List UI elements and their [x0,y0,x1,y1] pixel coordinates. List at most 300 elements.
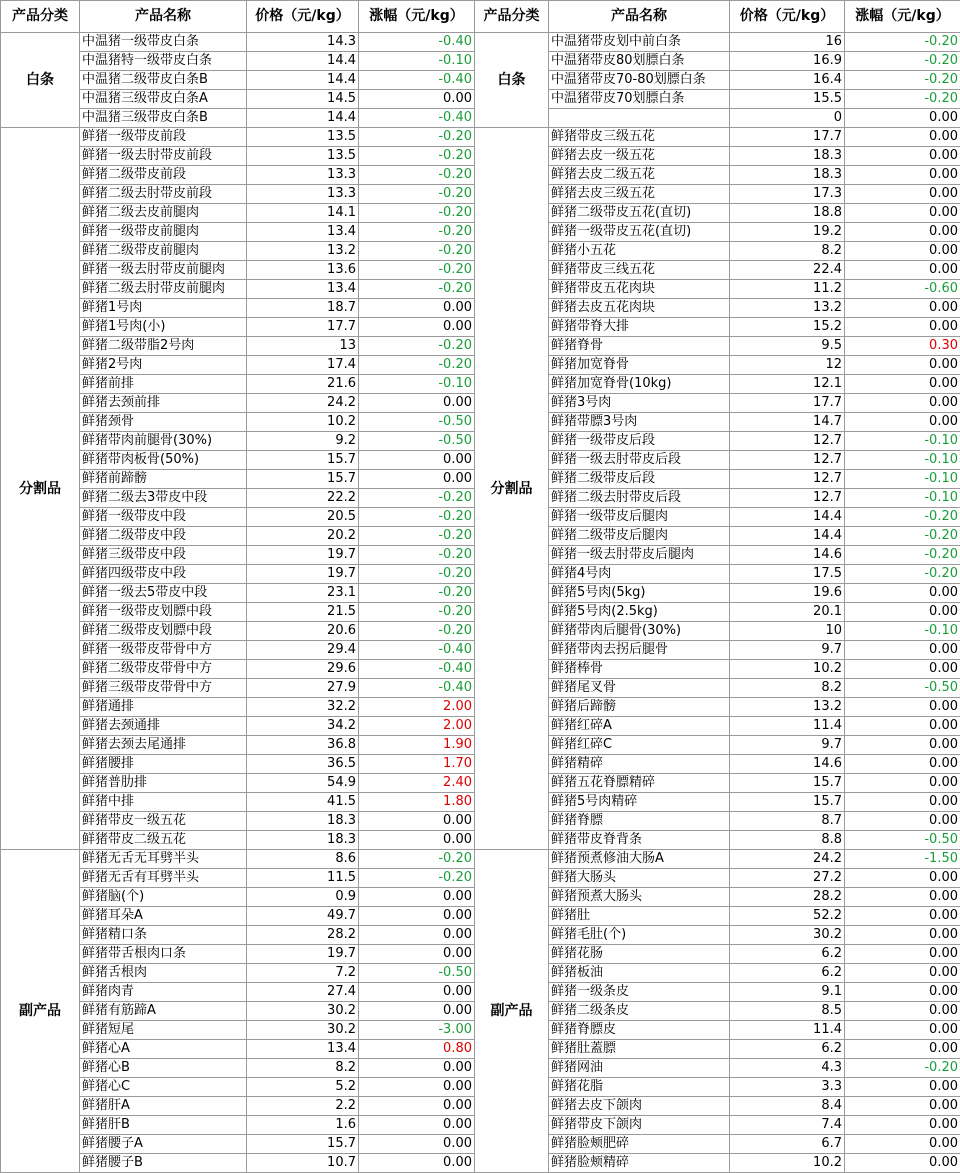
price-cell: 14.4 [247,71,359,90]
product-name-cell: 鲜猪加宽脊骨 [549,356,730,375]
product-name-cell: 鲜猪二级带皮中段 [80,527,247,546]
price-cell: 15.7 [730,793,845,812]
product-name-cell: 鲜猪肚蓋膘 [549,1040,730,1059]
change-cell: -0.40 [359,71,475,90]
product-name-cell: 中温猪二级带皮白条B [80,71,247,90]
change-cell: 2.00 [359,698,475,717]
price-cell: 15.7 [247,1135,359,1154]
product-name-cell: 鲜猪二级去肘带皮前腿肉 [80,280,247,299]
change-cell: 0.00 [359,1059,475,1078]
price-cell: 18.3 [247,812,359,831]
price-cell: 12.7 [730,489,845,508]
change-cell: 0.30 [845,337,960,356]
product-name-cell: 中温猪特一级带皮白条 [80,52,247,71]
product-name-cell: 鲜猪花脂 [549,1078,730,1097]
change-cell: -0.20 [359,869,475,888]
product-name-cell: 中温猪带皮70划膘白条 [549,90,730,109]
change-cell: 0.00 [845,166,960,185]
product-name-cell: 鲜猪带皮三级五花 [549,128,730,147]
product-name-cell: 鲜猪红碎C [549,736,730,755]
product-name-cell: 鲜猪一级去肘带皮后腿肉 [549,546,730,565]
product-name-cell: 鲜猪花肠 [549,945,730,964]
change-cell: 0.00 [845,926,960,945]
price-cell: 18.3 [730,166,845,185]
change-cell: 0.00 [845,1040,960,1059]
product-name-cell: 鲜猪一级去肘带皮前段 [80,147,247,166]
price-cell: 7.2 [247,964,359,983]
product-name-cell: 鲜猪一级去肘带皮前腿肉 [80,261,247,280]
table-row [1,850,960,869]
product-name-cell: 鲜猪1号肉 [80,299,247,318]
price-cell: 19.7 [247,565,359,584]
price-cell: 28.2 [247,926,359,945]
product-name-cell: 鲜猪加宽脊骨(10kg) [549,375,730,394]
price-cell: 16 [730,33,845,52]
change-cell: -0.20 [359,204,475,223]
change-cell: 0.00 [845,698,960,717]
price-cell: 4.3 [730,1059,845,1078]
price-cell: 0 [730,109,845,128]
price-cell: 18.7 [247,299,359,318]
product-name-cell: 鲜猪三级带皮带骨中方 [80,679,247,698]
product-name-cell: 鲜猪5号肉(5kg) [549,584,730,603]
change-cell: 0.00 [359,1135,475,1154]
change-cell: 0.00 [845,299,960,318]
change-cell: -0.10 [845,470,960,489]
price-cell: 14.4 [247,109,359,128]
price-cell: 8.8 [730,831,845,850]
price-cell: 9.7 [730,641,845,660]
price-cell: 24.2 [247,394,359,413]
change-cell: -0.20 [845,546,960,565]
price-cell: 41.5 [247,793,359,812]
header-price-left: 价格（元/kg） [247,1,359,33]
header-category-right: 产品分类 [475,1,549,33]
change-cell: -0.40 [359,33,475,52]
change-cell: -0.10 [359,52,475,71]
change-cell: -0.40 [359,641,475,660]
header-price-right: 价格（元/kg） [730,1,845,33]
price-cell: 27.4 [247,983,359,1002]
product-name-cell: 鲜猪脊膘皮 [549,1021,730,1040]
price-cell: 6.2 [730,964,845,983]
price-cell: 11.5 [247,869,359,888]
change-cell: -0.20 [359,508,475,527]
change-cell: 0.00 [845,1116,960,1135]
change-cell: -0.20 [845,52,960,71]
change-cell: -0.20 [359,280,475,299]
product-name-cell: 鲜猪带肉后腿骨(30%) [549,622,730,641]
product-name-cell: 鲜猪带皮脊背条 [549,831,730,850]
change-cell: -0.20 [845,1059,960,1078]
price-cell: 5.2 [247,1078,359,1097]
change-cell: 0.00 [845,774,960,793]
change-cell: 0.00 [845,413,960,432]
price-cell: 21.5 [247,603,359,622]
change-cell: 0.00 [359,451,475,470]
change-cell: -0.20 [359,565,475,584]
price-cell: 11.4 [730,717,845,736]
product-name-cell: 鲜猪去颈通排 [80,717,247,736]
change-cell: 0.00 [845,1002,960,1021]
product-name-cell: 鲜猪舌根肉 [80,964,247,983]
product-name-cell: 鲜猪4号肉 [549,565,730,584]
product-name-cell: 鲜猪二级带皮五花(直切) [549,204,730,223]
price-cell: 14.4 [247,52,359,71]
change-cell: 0.00 [359,1097,475,1116]
change-cell: 0.00 [845,584,960,603]
product-name-cell: 鲜猪二级带脂2号肉 [80,337,247,356]
price-cell: 32.2 [247,698,359,717]
change-cell: -0.20 [359,356,475,375]
price-cell: 24.2 [730,850,845,869]
price-cell: 36.8 [247,736,359,755]
change-cell: 0.00 [845,717,960,736]
price-cell: 27.9 [247,679,359,698]
category-cell-left: 分割品 [1,128,80,850]
change-cell: 0.00 [359,1154,475,1173]
product-name-cell: 鲜猪五花脊膘精碎 [549,774,730,793]
price-cell: 13.2 [730,299,845,318]
change-cell: -0.20 [845,508,960,527]
product-name-cell: 鲜猪心A [80,1040,247,1059]
change-cell: -0.40 [359,109,475,128]
price-cell: 10.2 [247,413,359,432]
product-name-cell: 鲜猪带肉去拐后腿骨 [549,641,730,660]
product-name-cell: 鲜猪耳朵A [80,907,247,926]
change-cell: -0.20 [359,584,475,603]
change-cell: 0.00 [845,261,960,280]
change-cell: -0.40 [359,660,475,679]
product-name-cell: 中温猪一级带皮白条 [80,33,247,52]
change-cell: 0.00 [845,603,960,622]
change-cell: 0.00 [359,1002,475,1021]
price-cell: 20.5 [247,508,359,527]
product-name-cell: 鲜猪二级带皮后段 [549,470,730,489]
price-cell: 20.1 [730,603,845,622]
product-name-cell: 鲜猪后蹄髈 [549,698,730,717]
price-cell: 52.2 [730,907,845,926]
change-cell: -0.40 [359,679,475,698]
product-name-cell: 鲜猪板油 [549,964,730,983]
product-name-cell: 鲜猪去皮二级五花 [549,166,730,185]
change-cell: -0.10 [845,451,960,470]
price-cell: 13.5 [247,147,359,166]
category-cell-left: 白条 [1,33,80,128]
price-cell: 10.2 [730,1154,845,1173]
product-name-cell: 鲜猪二级去肘带皮后段 [549,489,730,508]
price-cell: 13.2 [247,242,359,261]
change-cell: 0.00 [845,394,960,413]
change-cell: -0.10 [359,375,475,394]
price-cell: 19.6 [730,584,845,603]
price-cell: 15.7 [247,451,359,470]
product-name-cell: 鲜猪2号肉 [80,356,247,375]
change-cell: 0.00 [845,1097,960,1116]
product-name-cell: 鲜猪二级带皮前腿肉 [80,242,247,261]
change-cell: -1.50 [845,850,960,869]
change-cell: -0.20 [845,527,960,546]
product-name-cell: 鲜猪二级带皮划膘中段 [80,622,247,641]
change-cell: 0.00 [845,223,960,242]
price-cell: 10.7 [247,1154,359,1173]
price-cell: 13.5 [247,128,359,147]
price-cell: 14.5 [247,90,359,109]
price-cell: 14.6 [730,546,845,565]
change-cell: -0.20 [359,242,475,261]
price-cell: 6.2 [730,1040,845,1059]
product-name-cell: 鲜猪中排 [80,793,247,812]
price-cell: 15.2 [730,318,845,337]
product-name-cell: 鲜猪脸颊精碎 [549,1154,730,1173]
product-name-cell: 鲜猪肝A [80,1097,247,1116]
product-name-cell: 中温猪三级带皮白条A [80,90,247,109]
change-cell: 0.00 [845,356,960,375]
product-name-cell: 鲜猪带膘3号肉 [549,413,730,432]
price-cell: 12.7 [730,451,845,470]
price-cell: 8.6 [247,850,359,869]
product-name-cell: 鲜猪一级带皮前段 [80,128,247,147]
product-name-cell: 中温猪带皮70-80划膘白条 [549,71,730,90]
change-cell: -0.50 [845,831,960,850]
product-name-cell: 鲜猪一级带皮中段 [80,508,247,527]
product-name-cell: 鲜猪3号肉 [549,394,730,413]
price-cell: 16.9 [730,52,845,71]
product-name-cell: 鲜猪一级去5带皮中段 [80,584,247,603]
product-name-cell: 鲜猪无舌有耳劈半头 [80,869,247,888]
change-cell: 0.00 [359,90,475,109]
price-cell: 30.2 [247,1002,359,1021]
change-cell: 0.00 [845,1135,960,1154]
header-change-left: 涨幅（元/kg） [359,1,475,33]
change-cell: -0.50 [845,679,960,698]
product-name-cell: 鲜猪脊骨 [549,337,730,356]
product-name-cell: 鲜猪一级带皮五花(直切) [549,223,730,242]
change-cell: 0.00 [845,375,960,394]
price-cell: 19.2 [730,223,845,242]
product-name-cell: 鲜猪一级带皮后段 [549,432,730,451]
price-cell: 10 [730,622,845,641]
change-cell: 0.00 [845,888,960,907]
product-name-cell: 鲜猪去皮五花肉块 [549,299,730,318]
change-cell: 0.00 [845,736,960,755]
change-cell: -0.20 [359,166,475,185]
change-cell: 0.00 [359,318,475,337]
price-cell: 30.2 [247,1021,359,1040]
product-name-cell: 鲜猪一级带皮前腿肉 [80,223,247,242]
product-name-cell: 鲜猪带皮下颌肉 [549,1116,730,1135]
product-name-cell: 鲜猪5号肉(2.5kg) [549,603,730,622]
change-cell: 0.00 [359,470,475,489]
change-cell: 0.00 [845,1154,960,1173]
price-cell: 0.9 [247,888,359,907]
change-cell: -0.20 [359,546,475,565]
product-name-cell: 鲜猪去颈前排 [80,394,247,413]
price-cell: 54.9 [247,774,359,793]
product-name-cell: 鲜猪去皮三级五花 [549,185,730,204]
change-cell: -0.10 [845,622,960,641]
change-cell: 0.00 [845,964,960,983]
change-cell: -0.20 [359,185,475,204]
product-name-cell: 鲜猪5号肉精碎 [549,793,730,812]
product-name-cell: 鲜猪肚 [549,907,730,926]
product-name-cell: 鲜猪去颈去尾通排 [80,736,247,755]
change-cell: -0.20 [359,527,475,546]
price-cell: 21.6 [247,375,359,394]
price-cell: 30.2 [730,926,845,945]
product-name-cell: 鲜猪一级去肘带皮后段 [549,451,730,470]
price-cell: 20.2 [247,527,359,546]
change-cell: 0.00 [845,641,960,660]
price-cell: 8.2 [730,242,845,261]
price-cell: 11.2 [730,280,845,299]
product-name-cell: 鲜猪腰子B [80,1154,247,1173]
change-cell: -3.00 [359,1021,475,1040]
change-cell: -0.20 [359,128,475,147]
product-name-cell [549,109,730,128]
change-cell: 0.00 [359,299,475,318]
price-cell: 18.3 [730,147,845,166]
table-row [1,128,960,147]
header-name-right: 产品名称 [549,1,730,33]
price-cell: 6.7 [730,1135,845,1154]
change-cell: -0.50 [359,413,475,432]
product-name-cell: 鲜猪脸颊肥碎 [549,1135,730,1154]
price-cell: 9.2 [247,432,359,451]
change-cell: 0.00 [845,983,960,1002]
change-cell: 0.00 [845,128,960,147]
change-cell: -0.20 [845,90,960,109]
price-cell: 9.1 [730,983,845,1002]
price-cell: 18.3 [247,831,359,850]
product-name-cell: 鲜猪一级带皮后腿肉 [549,508,730,527]
price-cell: 13 [247,337,359,356]
header-category-left: 产品分类 [1,1,80,33]
product-name-cell: 鲜猪脊膘 [549,812,730,831]
price-cell: 12.7 [730,470,845,489]
product-name-cell: 鲜猪二级带皮带骨中方 [80,660,247,679]
category-cell-right: 副产品 [475,850,549,1173]
price-cell: 8.2 [730,679,845,698]
product-name-cell: 鲜猪通排 [80,698,247,717]
price-cell: 13.4 [247,223,359,242]
change-cell: -0.20 [845,565,960,584]
price-cell: 10.2 [730,660,845,679]
product-name-cell: 鲜猪带肉板骨(50%) [80,451,247,470]
price-cell: 22.2 [247,489,359,508]
price-cell: 13.4 [247,280,359,299]
change-cell: 0.00 [359,1078,475,1097]
product-name-cell: 鲜猪有筋蹄A [80,1002,247,1021]
header-change-right: 涨幅（元/kg） [845,1,960,33]
product-name-cell: 鲜猪一级条皮 [549,983,730,1002]
price-cell: 14.3 [247,33,359,52]
product-name-cell: 鲜猪尾叉骨 [549,679,730,698]
product-name-cell: 鲜猪棒骨 [549,660,730,679]
change-cell: 0.00 [845,812,960,831]
category-cell-left: 副产品 [1,850,80,1173]
change-cell: -0.60 [845,280,960,299]
price-cell: 9.5 [730,337,845,356]
change-cell: -0.20 [359,337,475,356]
product-name-cell: 鲜猪脑(个) [80,888,247,907]
change-cell: -0.20 [359,603,475,622]
price-cell: 19.7 [247,546,359,565]
price-cell: 28.2 [730,888,845,907]
price-cell: 8.2 [247,1059,359,1078]
change-cell: 0.00 [359,394,475,413]
product-name-cell: 鲜猪带皮一级五花 [80,812,247,831]
change-cell: 0.00 [359,907,475,926]
product-name-cell: 鲜猪去皮一级五花 [549,147,730,166]
price-cell: 17.5 [730,565,845,584]
change-cell: 0.00 [845,109,960,128]
change-cell: -0.20 [359,489,475,508]
change-cell: 0.00 [845,1021,960,1040]
change-cell: 0.00 [845,185,960,204]
change-cell: 0.00 [845,793,960,812]
product-name-cell: 鲜猪二级去肘带皮前段 [80,185,247,204]
change-cell: -0.50 [359,964,475,983]
product-name-cell: 鲜猪毛肚(个) [549,926,730,945]
change-cell: -0.20 [845,33,960,52]
product-name-cell: 鲜猪带肉前腿骨(30%) [80,432,247,451]
header-name-left: 产品名称 [80,1,247,33]
product-name-cell: 鲜猪颈骨 [80,413,247,432]
change-cell: -0.20 [359,223,475,242]
price-cell: 14.7 [730,413,845,432]
price-cell: 14.1 [247,204,359,223]
change-cell: -0.20 [359,850,475,869]
price-cell: 19.7 [247,945,359,964]
product-name-cell: 鲜猪预煮大肠头 [549,888,730,907]
price-cell: 14.4 [730,508,845,527]
table-body [1,33,960,1173]
price-cell: 12 [730,356,845,375]
price-cell: 13.3 [247,166,359,185]
price-cell: 14.6 [730,755,845,774]
header-row [1,1,960,33]
price-cell: 13.2 [730,698,845,717]
change-cell: 0.00 [845,242,960,261]
change-cell: 0.00 [845,660,960,679]
change-cell: 0.00 [845,869,960,888]
change-cell: 0.00 [359,926,475,945]
change-cell: 1.70 [359,755,475,774]
category-cell-right: 分割品 [475,128,549,850]
change-cell: 0.00 [845,147,960,166]
product-name-cell: 鲜猪带脊大排 [549,318,730,337]
change-cell: 2.40 [359,774,475,793]
price-cell: 36.5 [247,755,359,774]
price-cell: 29.6 [247,660,359,679]
price-cell: 27.2 [730,869,845,888]
price-cell: 6.2 [730,945,845,964]
price-cell: 17.3 [730,185,845,204]
price-cell: 7.4 [730,1116,845,1135]
price-cell: 15.7 [247,470,359,489]
table-row [1,33,960,52]
price-cell: 20.6 [247,622,359,641]
product-name-cell: 鲜猪心C [80,1078,247,1097]
price-cell: 49.7 [247,907,359,926]
price-cell: 22.4 [730,261,845,280]
product-name-cell: 鲜猪带皮三线五花 [549,261,730,280]
change-cell: -0.10 [845,489,960,508]
product-name-cell: 鲜猪二级条皮 [549,1002,730,1021]
price-cell: 23.1 [247,584,359,603]
price-cell: 18.8 [730,204,845,223]
